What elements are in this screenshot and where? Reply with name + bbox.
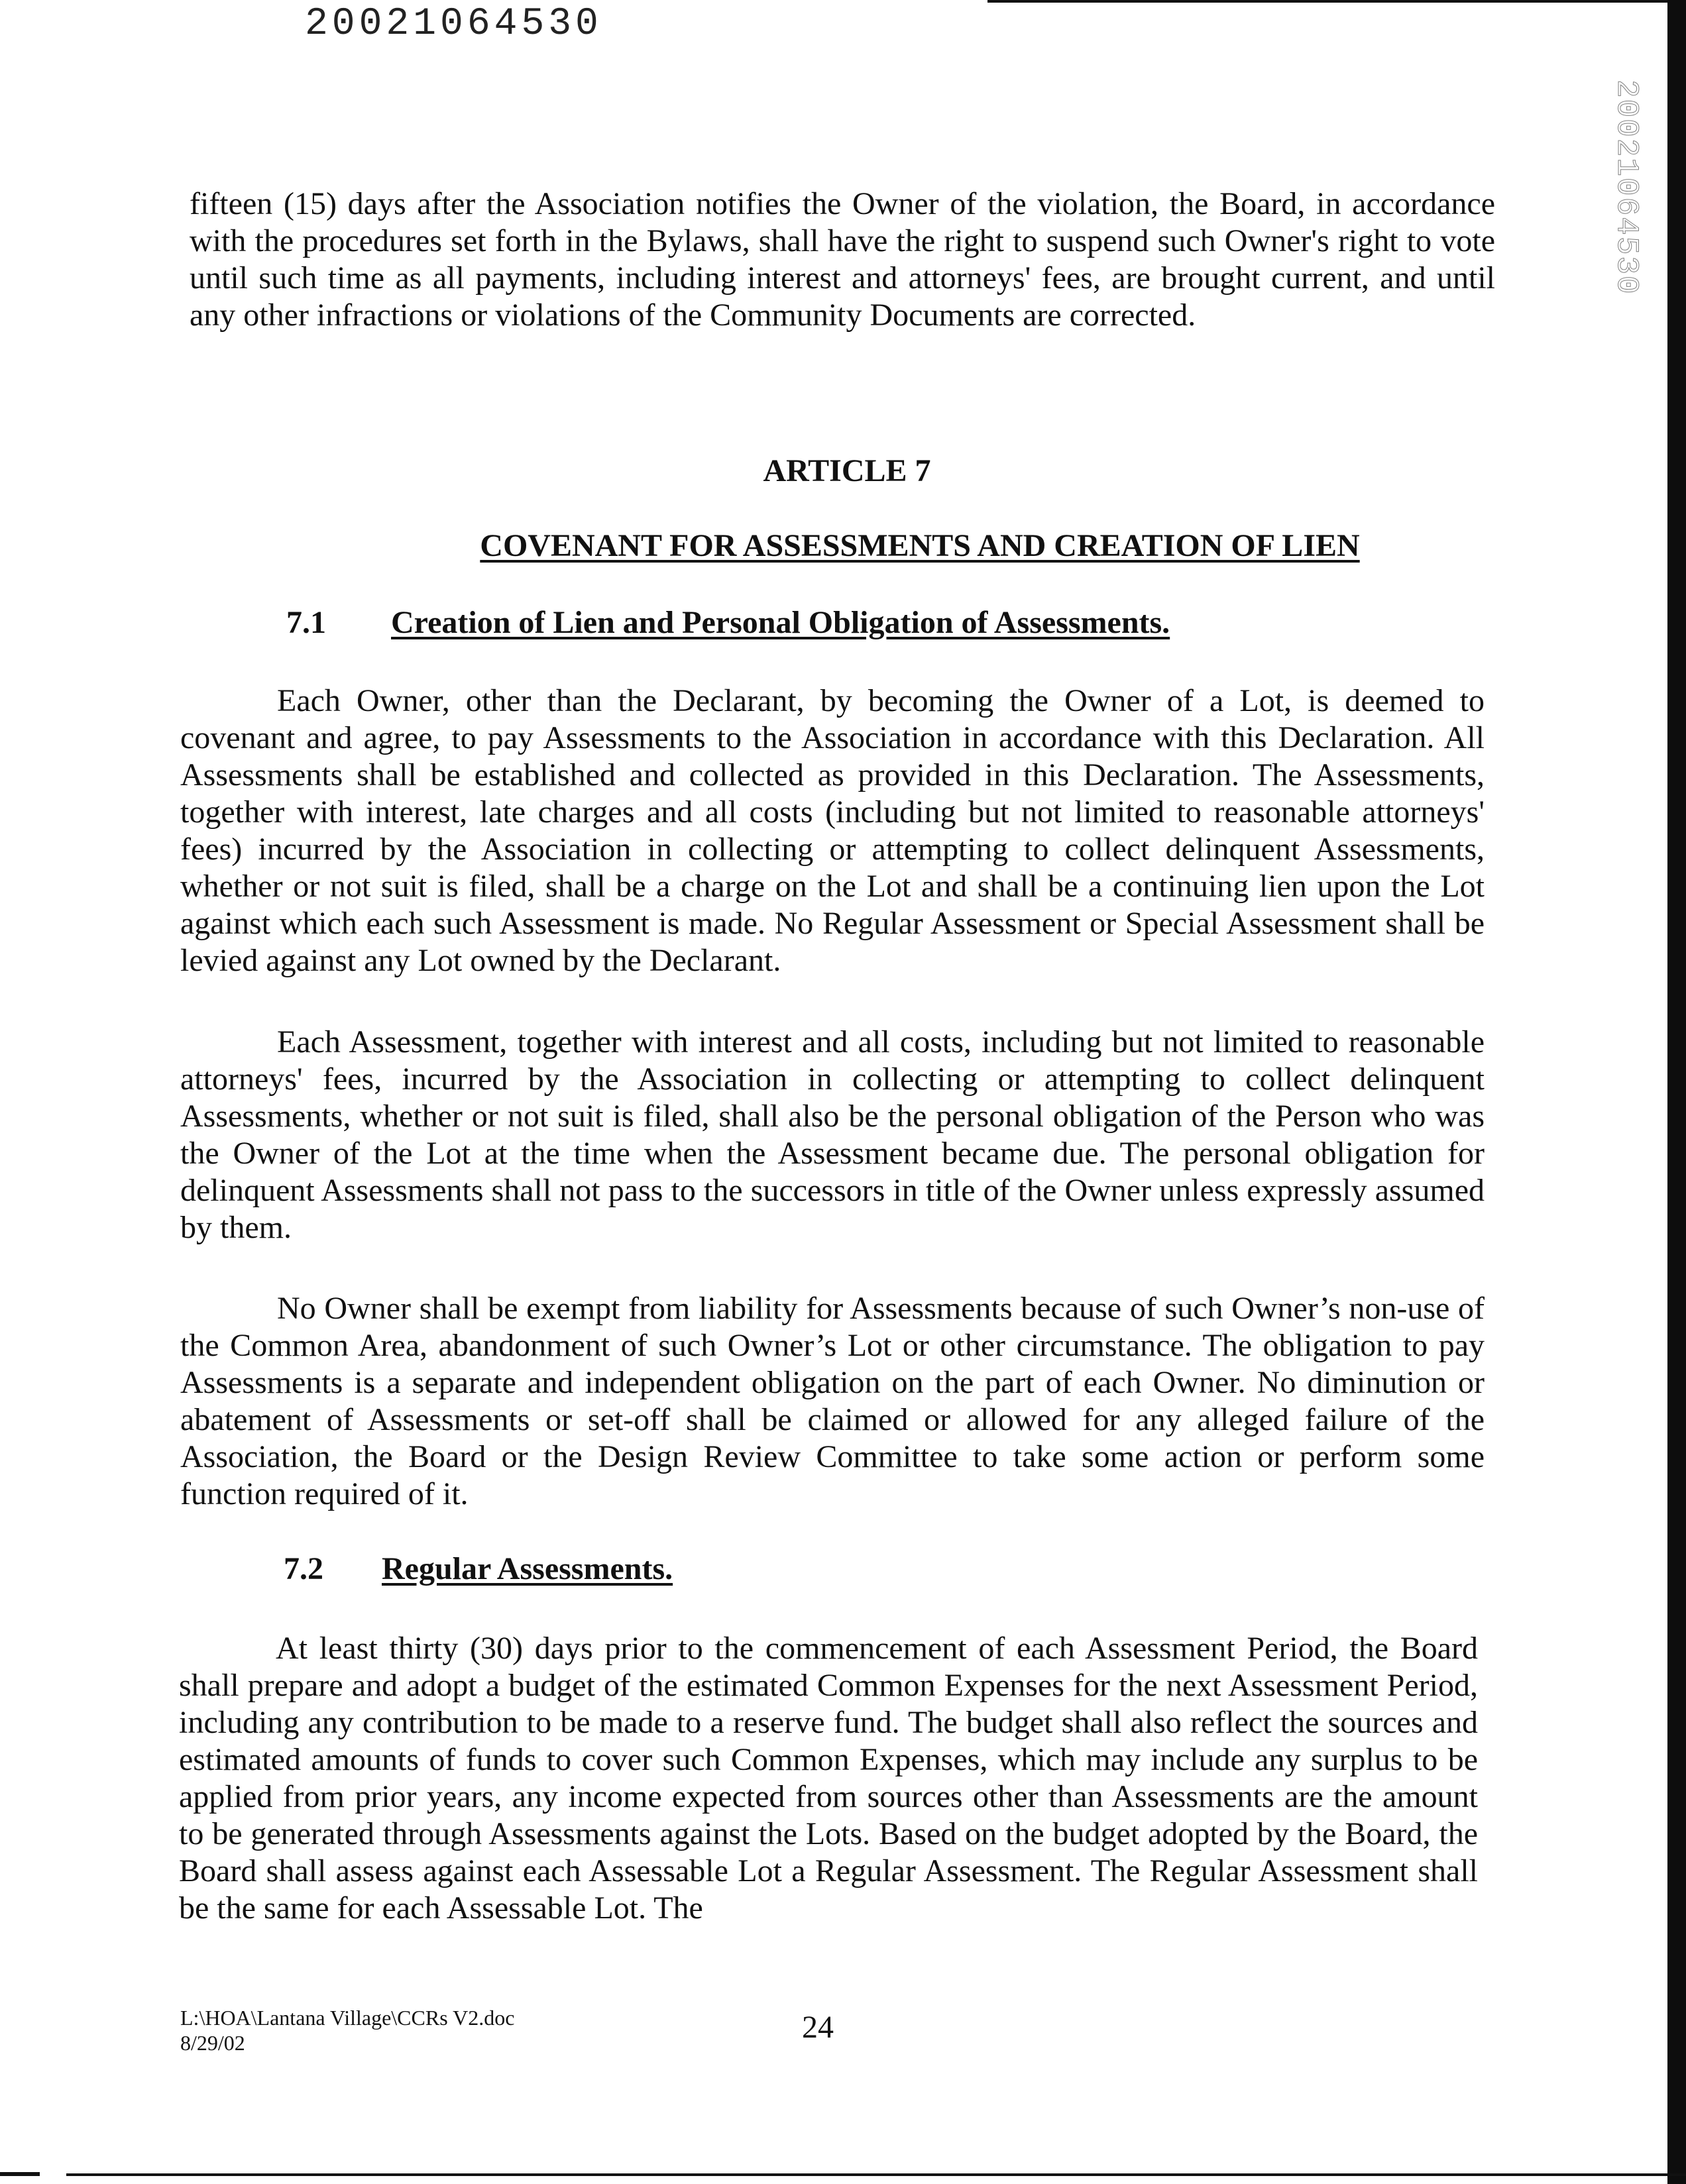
article-label: ARTICLE 7 bbox=[763, 453, 931, 488]
continuation-paragraph: fifteen (15) days after the Association notifies the Owner of the violation, the Board, in accordance with the procedures set forth in the Bylaws, shall have the right to suspend such Owner's right to vote until such time as all payments, including interest and attorneys' fees, are brought current, and until any other infractions or violations of the Community Documents are corrected. bbox=[190, 186, 1495, 333]
scan-edge-bar bbox=[1667, 0, 1686, 2184]
document-number: 20021064530 bbox=[305, 3, 602, 46]
section-7-2-heading bbox=[284, 1551, 1079, 1590]
section-title: Creation of Lien and Personal Obligation of Assessments. bbox=[391, 605, 1170, 640]
bottom-rule bbox=[0, 2172, 40, 2176]
section-7-1-paragraph-2: Each Assessment, together with interest and all costs, including but not limited to reasonable attorneys' fees, incurred by the Association in collecting or attempting to collect delinquent Assessments, whether or not suit is filed, shall also be the personal obligation of the Person who was the Owner of the Lot at the time when the Assessment became due. The personal obligation for delinquent Assessments shall not pass to the successors in title of the Owner unless expressly assumed by them. bbox=[180, 1024, 1485, 1245]
section-number: 7.2 bbox=[284, 1551, 323, 1586]
footer-date: 8/29/02 bbox=[180, 2031, 245, 2055]
section-7-1-heading bbox=[286, 604, 1347, 644]
article-title: COVENANT FOR ASSESSMENTS AND CREATION OF LIEN bbox=[480, 528, 1360, 563]
top-rule bbox=[987, 0, 1686, 3]
section-7-1-paragraph-3: No Owner shall be exempt from liability for Assessments because of such Owner’s non-use of the Common Area, abandonment of such Owner’s Lot or other circumstance. The obligation to pay Assessments is a separate and independent obligation on the part of each Owner. No diminution or abatement of Assessments or set-off shall be claimed or allowed for any alleged failure of the Association, the Board or the Design Review Committee to take some action or perform some function required of it. bbox=[180, 1291, 1485, 1511]
section-7-1-paragraph-1: Each Owner, other than the Declarant, by becoming the Owner of a Lot, is deemed to covenant and agree, to pay Assessments to the Association in accordance with this Declaration. All Assessments shall be established and collected as provided in this Declaration. The Assessments, together with interest, late charges and all costs (including but not limited to reasonable attorneys' fees) incurred by the Association in collecting or attempting to collect delinquent Assessments, whether or not suit is filed, shall be a charge on the Lot and shall be a continuing lien upon the Lot against which each such Assessment is made. No Regular Assessment or Special Assessment shall be levied against any Lot owned by the Declarant. bbox=[180, 683, 1485, 978]
footer-file-path: L:\HOA\Lantana Village\CCRs V2.doc bbox=[180, 2006, 515, 2030]
section-title: Regular Assessments. bbox=[382, 1551, 673, 1586]
footer-file-info bbox=[180, 2005, 514, 2055]
section-7-2-paragraph: At least thirty (30) days prior to the commencement of each Assessment Period, the Board shall prepare and adopt a budget of the estimated Common Expenses for the next Assessment Period, including any contribution to be made to a reserve fund. The budget shall also reflect the sources and estimated amounts of funds to cover such Common Expenses, which may include any surplus to be applied from prior years, any income expected from sources other than Assessments are the amount to be generated through Assessments against the Lots. Based on the budget adopted by the Board, the Board shall assess against each Assessable Lot a Regular Assessment. The Regular Assessment shall be the same for each Assessable Lot. The bbox=[179, 1631, 1478, 1926]
section-number: 7.1 bbox=[286, 605, 326, 640]
page-number: 24 bbox=[802, 2010, 834, 2045]
side-stamp: 20021064530 bbox=[1609, 80, 1644, 296]
bottom-rule bbox=[66, 2173, 1686, 2176]
